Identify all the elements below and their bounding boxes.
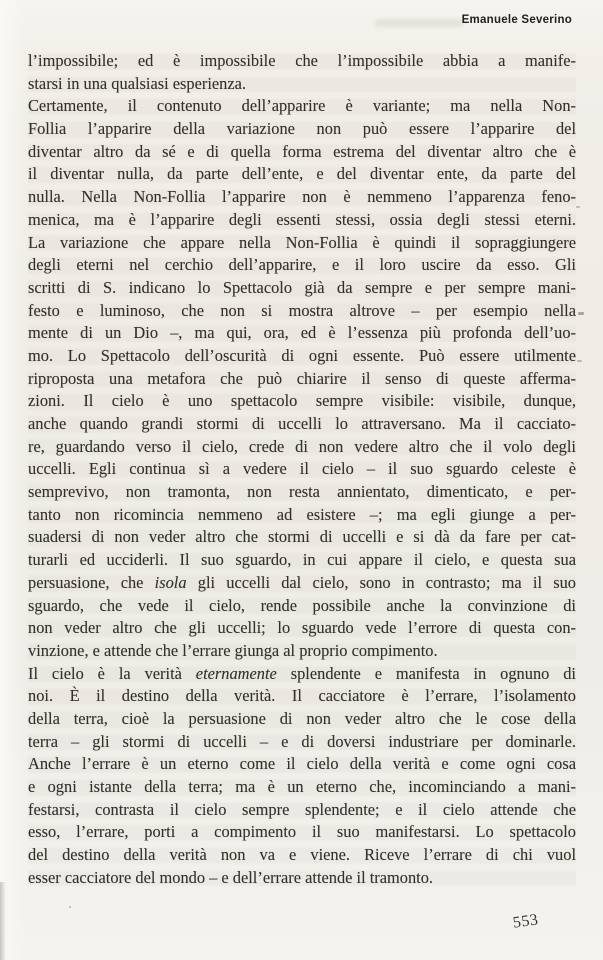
text-line: starsi in una qualsiasi esperienza. bbox=[28, 73, 576, 96]
text-line: esso, l’errare, porti a compimento il suo manifestarsi. Lo spettacolo bbox=[28, 821, 576, 844]
text-line: festo e luminoso, che non si mostra altrove – per esempio nella bbox=[28, 300, 576, 323]
text-line: esser cacciatore del mondo – e dell’errare attende il tramonto. bbox=[28, 867, 576, 890]
text-line: zioni. Il cielo è uno spettacolo sempre visibile: visibile, dunque, bbox=[28, 390, 576, 413]
text-line: Anche l’errare è un eterno come il cielo della verità e come ogni cosa bbox=[28, 753, 576, 776]
text-line: l’impossibile; ed è impossibile che l’impossibile abbia a manife- bbox=[28, 50, 576, 73]
show-through-ghost-text bbox=[375, 19, 463, 27]
body-text bbox=[28, 50, 576, 889]
text-line: Il cielo è la verità eternamente splendente e manifesta in ognuno di bbox=[28, 663, 576, 686]
text-line: festarsi, contrasta il cielo sempre splendente; e il cielo attende che bbox=[28, 799, 576, 822]
running-header-author: Emanuele Severino bbox=[461, 14, 572, 26]
text-line: mo. Lo Spettacolo dell’oscurità di ogni essente. Può essere utilmente bbox=[28, 345, 576, 368]
text-line: uccelli. Egli continua sì a vedere il cielo – il suo sguardo celeste è bbox=[28, 458, 576, 481]
text-line: della terra, cioè la persuasione di non veder altro che le cose della bbox=[28, 708, 576, 731]
text-line: tanto non ricomincia nemmeno ad esistere –; ma egli giunge a per- bbox=[28, 504, 576, 527]
text-line: semprevivo, non tramonta, non resta annientato, dimenticato, e per- bbox=[28, 481, 576, 504]
text-line: il diventar nulla, da parte dell’ente, e del diventar ente, da parte del bbox=[28, 163, 576, 186]
text-line: nulla. Nella Non-Follia l’apparire non è nemmeno l’apparenza feno- bbox=[28, 186, 576, 209]
text-line: menica, ma è l’apparire degli essenti stessi, ossia degli stessi eterni. bbox=[28, 209, 576, 232]
text-line: terra – gli stormi di uccelli – e di doversi industriare per dominarle. bbox=[28, 731, 576, 754]
text-line: La variazione che appare nella Non-Follia è quindi il sopraggiungere bbox=[28, 232, 576, 255]
scan-speck bbox=[578, 312, 584, 315]
text-line: persuasione, che isola gli uccelli dal cielo, sono in contrasto; ma il suo bbox=[28, 572, 576, 595]
page-number: 553 bbox=[511, 911, 540, 932]
scan-speck bbox=[576, 206, 580, 208]
text-line: sguardo, che vede il cielo, rende possibile anche la convinzione di bbox=[28, 595, 576, 618]
text-line: e ogni istante della terra; ma è un eterno che, incominciando a mani- bbox=[28, 776, 576, 799]
scan-speck bbox=[577, 360, 582, 362]
scan-speck bbox=[69, 906, 71, 908]
text-line: anche quando grandi stormi di uccelli lo attraversano. Ma il cacciato- bbox=[28, 413, 576, 436]
text-line: vinzione, e attende che l’errare giunga al proprio compimento. bbox=[28, 640, 576, 663]
text-line: turarli ed ucciderli. Il suo sguardo, in cui appare il cielo, e questa sua bbox=[28, 549, 576, 572]
text-line: noi. È il destino della verità. Il cacciatore è l’errare, l’isolamento bbox=[28, 685, 576, 708]
text-line: del destino della verità non va e viene. Riceve l’errare di chi vuol bbox=[28, 844, 576, 867]
text-line: non veder altro che gli uccelli; lo sguardo vede l’errore di questa con- bbox=[28, 617, 576, 640]
text-line: suadersi di non veder altro che stormi di uccelli e si dà da fare per cat- bbox=[28, 526, 576, 549]
text-line: Follia l’apparire della variazione non può essere l’apparire del bbox=[28, 118, 576, 141]
text-line: diventar altro da sé e di quella forma estrema del diventar altro che è bbox=[28, 141, 576, 164]
text-line: Certamente, il contenuto dell’apparire è variante; ma nella Non- bbox=[28, 95, 576, 118]
text-line: scritti di S. indicano lo Spettacolo già da sempre e per sempre mani- bbox=[28, 277, 576, 300]
text-line: re, guardando verso il cielo, crede di non vedere altro che il volo degli bbox=[28, 436, 576, 459]
page-gutter-shadow bbox=[0, 882, 6, 960]
text-line: mente di un Dio –, ma qui, ora, ed è l’essenza più profonda dell’uo- bbox=[28, 322, 576, 345]
text-line: degli eterni nel cerchio dell’apparire, e il loro uscire da esso. Gli bbox=[28, 254, 576, 277]
text-line: riproposta una metafora che può chiarire il senso di queste afferma- bbox=[28, 368, 576, 391]
